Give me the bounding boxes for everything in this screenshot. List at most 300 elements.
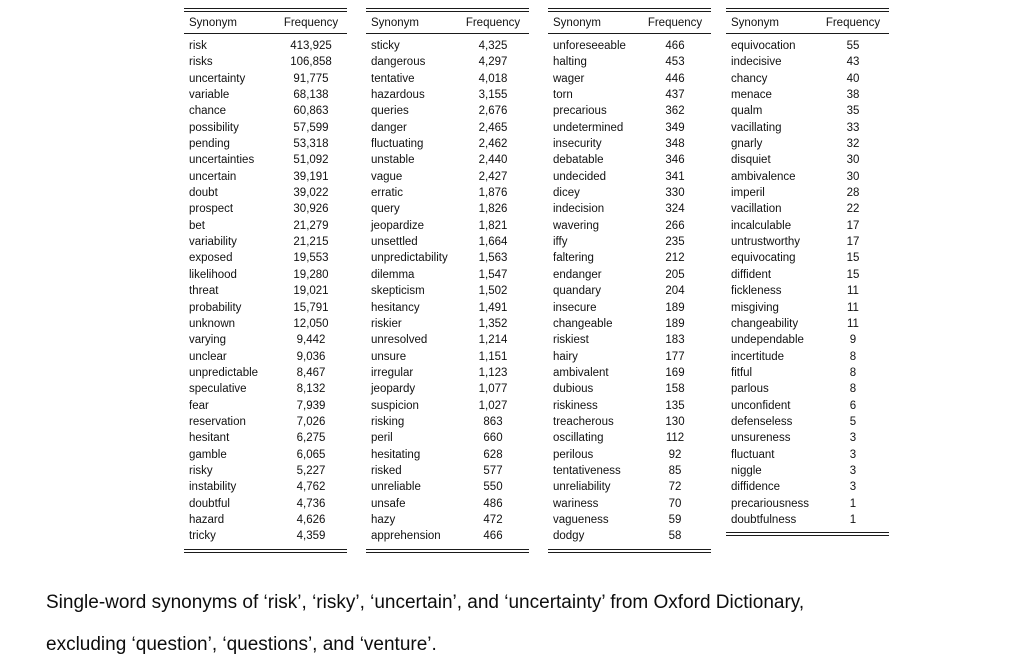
table-row — [366, 234, 529, 250]
table-row — [184, 381, 347, 397]
table-row — [726, 103, 889, 119]
synonym-cell: debatable — [553, 154, 604, 167]
frequency-cell: 1,502 — [478, 285, 508, 298]
frequency-cell: 30 — [846, 154, 860, 167]
frequency-cell: 446 — [665, 72, 685, 85]
table-row — [548, 234, 711, 250]
frequency-cell: 486 — [483, 497, 503, 510]
table-row — [726, 218, 889, 234]
synonym-cell: perilous — [553, 448, 594, 461]
synonym-cell: chancy — [731, 72, 768, 85]
frequency-cell: 5,227 — [296, 464, 326, 477]
frequency-cell: 11 — [847, 285, 859, 298]
synonym-cell: oscillating — [553, 432, 604, 445]
frequency-cell: 4,297 — [478, 56, 508, 69]
frequency-cell: 362 — [665, 105, 685, 118]
synonym-cell: apprehension — [371, 530, 441, 543]
frequency-column-header: Frequency — [283, 16, 339, 29]
synonym-cell: instability — [189, 481, 237, 494]
synonym-cell: fluctuant — [731, 448, 775, 461]
frequency-cell: 39,022 — [293, 187, 329, 200]
synonym-cell: risk — [189, 40, 207, 52]
table-row — [548, 512, 711, 528]
table-row — [726, 479, 889, 495]
frequency-cell: 628 — [483, 448, 503, 461]
synonym-cell: unpredictability — [371, 252, 448, 265]
table-row — [548, 87, 711, 103]
table-row — [366, 316, 529, 332]
synonym-cell: precarious — [553, 105, 607, 118]
synonym-cell: unreliable — [371, 481, 421, 494]
table-row — [726, 430, 889, 446]
frequency-cell: 15 — [846, 268, 860, 281]
frequency-cell: 1,826 — [478, 203, 508, 216]
synonym-cell: erratic — [371, 187, 403, 200]
frequency-cell: 21,215 — [293, 236, 329, 249]
synonym-cell: risks — [189, 56, 213, 69]
frequency-cell: 413,925 — [290, 40, 332, 52]
synonym-table-4 — [726, 8, 889, 536]
table-row — [726, 398, 889, 414]
synonym-cell: unstable — [371, 154, 415, 167]
frequency-cell: 4,762 — [296, 481, 326, 494]
table-row — [366, 103, 529, 119]
synonym-cell: suspicion — [371, 399, 419, 412]
table-row — [184, 479, 347, 495]
synonym-cell: dodgy — [553, 530, 585, 543]
synonym-cell: possibility — [189, 121, 239, 134]
synonym-cell: gnarly — [731, 138, 763, 151]
table-row — [366, 120, 529, 136]
synonym-cell: changeability — [731, 317, 799, 330]
frequency-cell: 1,123 — [478, 366, 508, 379]
table-row — [548, 54, 711, 70]
frequency-cell: 19,280 — [293, 268, 329, 281]
frequency-cell: 17 — [846, 236, 860, 249]
synonym-cell: wager — [553, 72, 585, 85]
frequency-cell: 28 — [846, 187, 860, 200]
table-row — [726, 332, 889, 348]
table-row — [184, 218, 347, 234]
synonym-cell: incertitude — [731, 350, 785, 363]
table-header-row — [184, 12, 347, 33]
table-row — [548, 283, 711, 299]
synonym-cell: indecisive — [731, 56, 782, 69]
synonym-column-header: Synonym — [371, 16, 419, 29]
synonym-cell: vacillating — [731, 121, 782, 134]
table-row — [726, 349, 889, 365]
synonym-cell: disquiet — [731, 154, 771, 167]
table-row — [548, 71, 711, 87]
frequency-cell: 57,599 — [293, 121, 329, 134]
table-row — [184, 38, 347, 54]
synonym-cell: dubious — [553, 383, 594, 396]
table-row — [548, 414, 711, 430]
frequency-cell: 32 — [846, 138, 860, 151]
table-row — [726, 185, 889, 201]
table-row — [548, 447, 711, 463]
frequency-cell: 8,132 — [296, 383, 326, 396]
table-header-row — [726, 12, 889, 33]
synonym-cell: vacillation — [731, 203, 782, 216]
synonym-cell: ambivalence — [731, 170, 796, 183]
frequency-cell: 577 — [483, 464, 503, 477]
frequency-cell: 169 — [665, 366, 685, 379]
table-body — [548, 34, 711, 549]
synonym-table-3 — [548, 8, 711, 553]
table-row — [548, 201, 711, 217]
synonym-cell: variable — [189, 89, 230, 102]
synonym-cell: bet — [189, 219, 205, 232]
table-row — [726, 136, 889, 152]
frequency-cell: 205 — [665, 268, 685, 281]
table-row — [184, 414, 347, 430]
table-row — [548, 136, 711, 152]
synonym-cell: irregular — [371, 366, 414, 379]
synonym-cell: unsafe — [371, 497, 406, 510]
synonym-cell: treacherous — [553, 415, 614, 428]
frequency-cell: 60,863 — [293, 105, 329, 118]
frequency-cell: 8 — [849, 366, 857, 379]
table-row — [184, 71, 347, 87]
table-row — [548, 250, 711, 266]
frequency-cell: 3 — [849, 448, 857, 461]
table-row — [184, 267, 347, 283]
frequency-cell: 72 — [668, 481, 682, 494]
frequency-cell: 8 — [849, 383, 857, 396]
table-row — [366, 283, 529, 299]
table-row — [184, 103, 347, 119]
table-row — [548, 120, 711, 136]
frequency-cell: 22 — [846, 203, 860, 216]
frequency-cell: 550 — [483, 481, 503, 494]
table-row — [184, 512, 347, 528]
frequency-cell: 19,021 — [293, 285, 329, 298]
synonym-cell: parlous — [731, 383, 769, 396]
frequency-cell: 58 — [668, 530, 682, 543]
table-row — [726, 300, 889, 316]
frequency-cell: 6,065 — [296, 448, 326, 461]
synonym-cell: insecurity — [553, 138, 602, 151]
caption-line-1: Single-word synonyms of ‘risk’, ‘risky’, ‘uncertain’, and ‘uncertainty’ from Oxford Dictionary, — [46, 592, 805, 613]
table-row — [184, 332, 347, 348]
frequency-cell: 4,018 — [478, 72, 508, 85]
synonym-column-header: Synonym — [189, 16, 237, 29]
table-row — [184, 201, 347, 217]
synonym-cell: ambivalent — [553, 366, 609, 379]
table-row — [366, 136, 529, 152]
synonym-cell: quandary — [553, 285, 601, 298]
table-row — [548, 365, 711, 381]
frequency-cell: 1 — [849, 497, 857, 510]
table-row — [548, 528, 711, 544]
synonym-cell: tricky — [189, 530, 216, 543]
synonym-cell: unknown — [189, 317, 236, 330]
synonym-cell: defenseless — [731, 415, 793, 428]
frequency-cell: 7,939 — [296, 399, 326, 412]
table-body — [184, 34, 347, 549]
synonym-cell: iffy — [553, 236, 568, 249]
synonym-cell: unclear — [189, 350, 227, 363]
synonym-cell: precariousness — [731, 497, 809, 510]
table-row — [548, 218, 711, 234]
table-row — [184, 528, 347, 544]
table-row — [548, 152, 711, 168]
frequency-cell: 660 — [483, 432, 503, 445]
table-row — [726, 234, 889, 250]
frequency-cell: 235 — [665, 236, 685, 249]
table-row — [548, 479, 711, 495]
synonym-cell: jeopardize — [371, 219, 425, 232]
frequency-cell: 324 — [665, 203, 685, 216]
table-row — [548, 381, 711, 397]
table-row — [184, 185, 347, 201]
synonym-cell: query — [371, 203, 400, 216]
table-row — [548, 332, 711, 348]
synonym-cell: halting — [553, 56, 587, 69]
table-caption — [46, 582, 996, 664]
table-row — [184, 349, 347, 365]
synonym-cell: equivocation — [731, 40, 796, 52]
table-row — [548, 267, 711, 283]
synonym-cell: doubtful — [189, 497, 230, 510]
table-row — [548, 169, 711, 185]
table-row — [184, 300, 347, 316]
frequency-cell: 330 — [665, 187, 685, 200]
table-row — [548, 398, 711, 414]
table-row — [366, 349, 529, 365]
frequency-cell: 266 — [665, 219, 685, 232]
synonym-cell: untrustworthy — [731, 236, 801, 249]
frequency-cell: 2,676 — [478, 105, 508, 118]
synonym-cell: doubt — [189, 187, 218, 200]
synonym-cell: menace — [731, 89, 772, 102]
frequency-cell: 15 — [846, 252, 860, 265]
table-header-row — [366, 12, 529, 33]
frequency-column-header: Frequency — [825, 16, 881, 29]
synonym-cell: uncertain — [189, 170, 237, 183]
synonym-cell: pending — [189, 138, 230, 151]
table-row — [726, 316, 889, 332]
frequency-cell: 9,442 — [296, 334, 326, 347]
synonym-cell: dangerous — [371, 56, 426, 69]
synonym-cell: hairy — [553, 350, 578, 363]
frequency-cell: 183 — [665, 334, 685, 347]
table-row — [366, 332, 529, 348]
table-row — [184, 87, 347, 103]
synonym-cell: hazard — [189, 513, 225, 526]
bottom-rule — [726, 532, 889, 536]
synonym-cell: indecision — [553, 203, 605, 216]
table-row — [366, 185, 529, 201]
table-row — [184, 496, 347, 512]
synonym-cell: unsettled — [371, 236, 418, 249]
table-row — [184, 398, 347, 414]
frequency-cell: 17 — [846, 219, 860, 232]
synonym-cell: sticky — [371, 40, 400, 52]
table-row — [726, 414, 889, 430]
frequency-cell: 9 — [849, 334, 857, 347]
frequency-cell: 106,858 — [290, 56, 332, 69]
frequency-cell: 349 — [665, 121, 685, 134]
table-row — [366, 414, 529, 430]
frequency-cell: 53,318 — [293, 138, 329, 151]
synonym-cell: risked — [371, 464, 402, 477]
synonym-cell: fluctuating — [371, 138, 424, 151]
frequency-cell: 453 — [665, 56, 685, 69]
synonym-cell: incalculable — [731, 219, 792, 232]
frequency-cell: 2,427 — [478, 170, 508, 183]
frequency-cell: 1,027 — [478, 399, 508, 412]
frequency-cell: 437 — [665, 89, 685, 102]
frequency-cell: 91,775 — [293, 72, 329, 85]
synonym-cell: peril — [371, 432, 393, 445]
synonym-cell: hesitant — [189, 432, 230, 445]
frequency-cell: 2,462 — [478, 138, 508, 151]
frequency-cell: 466 — [483, 530, 503, 543]
frequency-cell: 40 — [846, 72, 860, 85]
synonym-cell: unconfident — [731, 399, 791, 412]
synonym-table-2 — [366, 8, 529, 553]
table-row — [366, 250, 529, 266]
frequency-cell: 1,821 — [478, 219, 508, 232]
table-row — [726, 447, 889, 463]
frequency-cell: 341 — [665, 170, 685, 183]
frequency-cell: 4,736 — [296, 497, 326, 510]
synonym-cell: risking — [371, 415, 405, 428]
table-row — [366, 169, 529, 185]
synonym-cell: unsureness — [731, 432, 791, 445]
table-row — [184, 430, 347, 446]
table-row — [726, 87, 889, 103]
table-row — [726, 169, 889, 185]
synonym-cell: vague — [371, 170, 403, 183]
synonym-cell: misgiving — [731, 301, 779, 314]
frequency-cell: 466 — [665, 40, 685, 52]
frequency-cell: 11 — [847, 317, 859, 330]
table-row — [366, 528, 529, 544]
synonym-cell: undependable — [731, 334, 804, 347]
frequency-cell: 85 — [668, 464, 682, 477]
frequency-cell: 212 — [665, 252, 685, 265]
synonym-cell: threat — [189, 285, 219, 298]
table-row — [548, 38, 711, 54]
frequency-column-header: Frequency — [647, 16, 703, 29]
frequency-cell: 189 — [665, 317, 685, 330]
synonym-cell: tentative — [371, 72, 415, 85]
table-row — [726, 201, 889, 217]
table-row — [726, 365, 889, 381]
table-row — [184, 169, 347, 185]
synonym-cell: fickleness — [731, 285, 782, 298]
table-header-row — [548, 12, 711, 33]
synonym-cell: diffidence — [731, 481, 781, 494]
frequency-cell: 4,325 — [478, 40, 508, 52]
frequency-cell: 8,467 — [296, 366, 326, 379]
synonym-cell: chance — [189, 105, 227, 118]
frequency-cell: 135 — [665, 399, 685, 412]
table-row — [548, 496, 711, 512]
synonym-cell: variability — [189, 236, 237, 249]
synonym-column-header: Synonym — [731, 16, 779, 29]
frequency-cell: 5 — [849, 415, 857, 428]
frequency-cell: 39,191 — [293, 170, 329, 183]
table-row — [366, 87, 529, 103]
table-row — [726, 381, 889, 397]
frequency-cell: 3 — [849, 432, 857, 445]
bottom-rule — [184, 549, 347, 553]
synonym-cell: unreliability — [553, 481, 611, 494]
synonym-cell: vagueness — [553, 513, 609, 526]
frequency-cell: 112 — [665, 432, 685, 445]
frequency-cell: 43 — [846, 56, 860, 69]
frequency-cell: 177 — [665, 350, 685, 363]
synonym-column-header: Synonym — [553, 16, 601, 29]
frequency-cell: 21,279 — [293, 219, 329, 232]
synonym-cell: riskiness — [553, 399, 598, 412]
table-row — [366, 365, 529, 381]
frequency-cell: 348 — [665, 138, 685, 151]
table-row — [548, 349, 711, 365]
frequency-cell: 3 — [849, 464, 857, 477]
table-row — [726, 512, 889, 528]
synonym-cell: likelihood — [189, 268, 237, 281]
synonym-cell: jeopardy — [371, 383, 416, 396]
table-row — [366, 38, 529, 54]
synonym-cell: unresolved — [371, 334, 428, 347]
synonym-cell: imperil — [731, 187, 765, 200]
frequency-cell: 8 — [849, 350, 857, 363]
frequency-cell: 30,926 — [293, 203, 329, 216]
table-row — [184, 365, 347, 381]
synonym-cell: equivocating — [731, 252, 796, 265]
frequency-cell: 6,275 — [296, 432, 326, 445]
table-row — [184, 120, 347, 136]
frequency-cell: 189 — [665, 301, 685, 314]
frequency-cell: 51,092 — [293, 154, 329, 167]
bottom-rule — [366, 549, 529, 553]
frequency-cell: 11 — [847, 301, 859, 314]
table-row — [726, 152, 889, 168]
frequency-cell: 1,876 — [478, 187, 508, 200]
table-row — [184, 54, 347, 70]
frequency-cell: 15,791 — [293, 301, 329, 314]
synonym-cell: wavering — [553, 219, 600, 232]
table-row — [726, 120, 889, 136]
synonym-cell: unforeseeable — [553, 40, 626, 52]
table-row — [366, 430, 529, 446]
frequency-cell: 3 — [849, 481, 857, 494]
frequency-cell: 59 — [668, 513, 682, 526]
table-row — [366, 201, 529, 217]
frequency-cell: 30 — [846, 170, 860, 183]
synonym-cell: hazardous — [371, 89, 425, 102]
table-row — [548, 103, 711, 119]
table-row — [366, 479, 529, 495]
table-row — [726, 250, 889, 266]
frequency-cell: 19,553 — [293, 252, 329, 265]
synonym-cell: hesitancy — [371, 301, 420, 314]
synonym-cell: dicey — [553, 187, 580, 200]
synonym-cell: skepticism — [371, 285, 425, 298]
synonym-cell: niggle — [731, 464, 762, 477]
frequency-column-header: Frequency — [465, 16, 521, 29]
table-row — [726, 54, 889, 70]
table-row — [366, 463, 529, 479]
frequency-cell: 4,359 — [296, 530, 326, 543]
bottom-rule — [548, 549, 711, 553]
synonym-cell: prospect — [189, 203, 234, 216]
